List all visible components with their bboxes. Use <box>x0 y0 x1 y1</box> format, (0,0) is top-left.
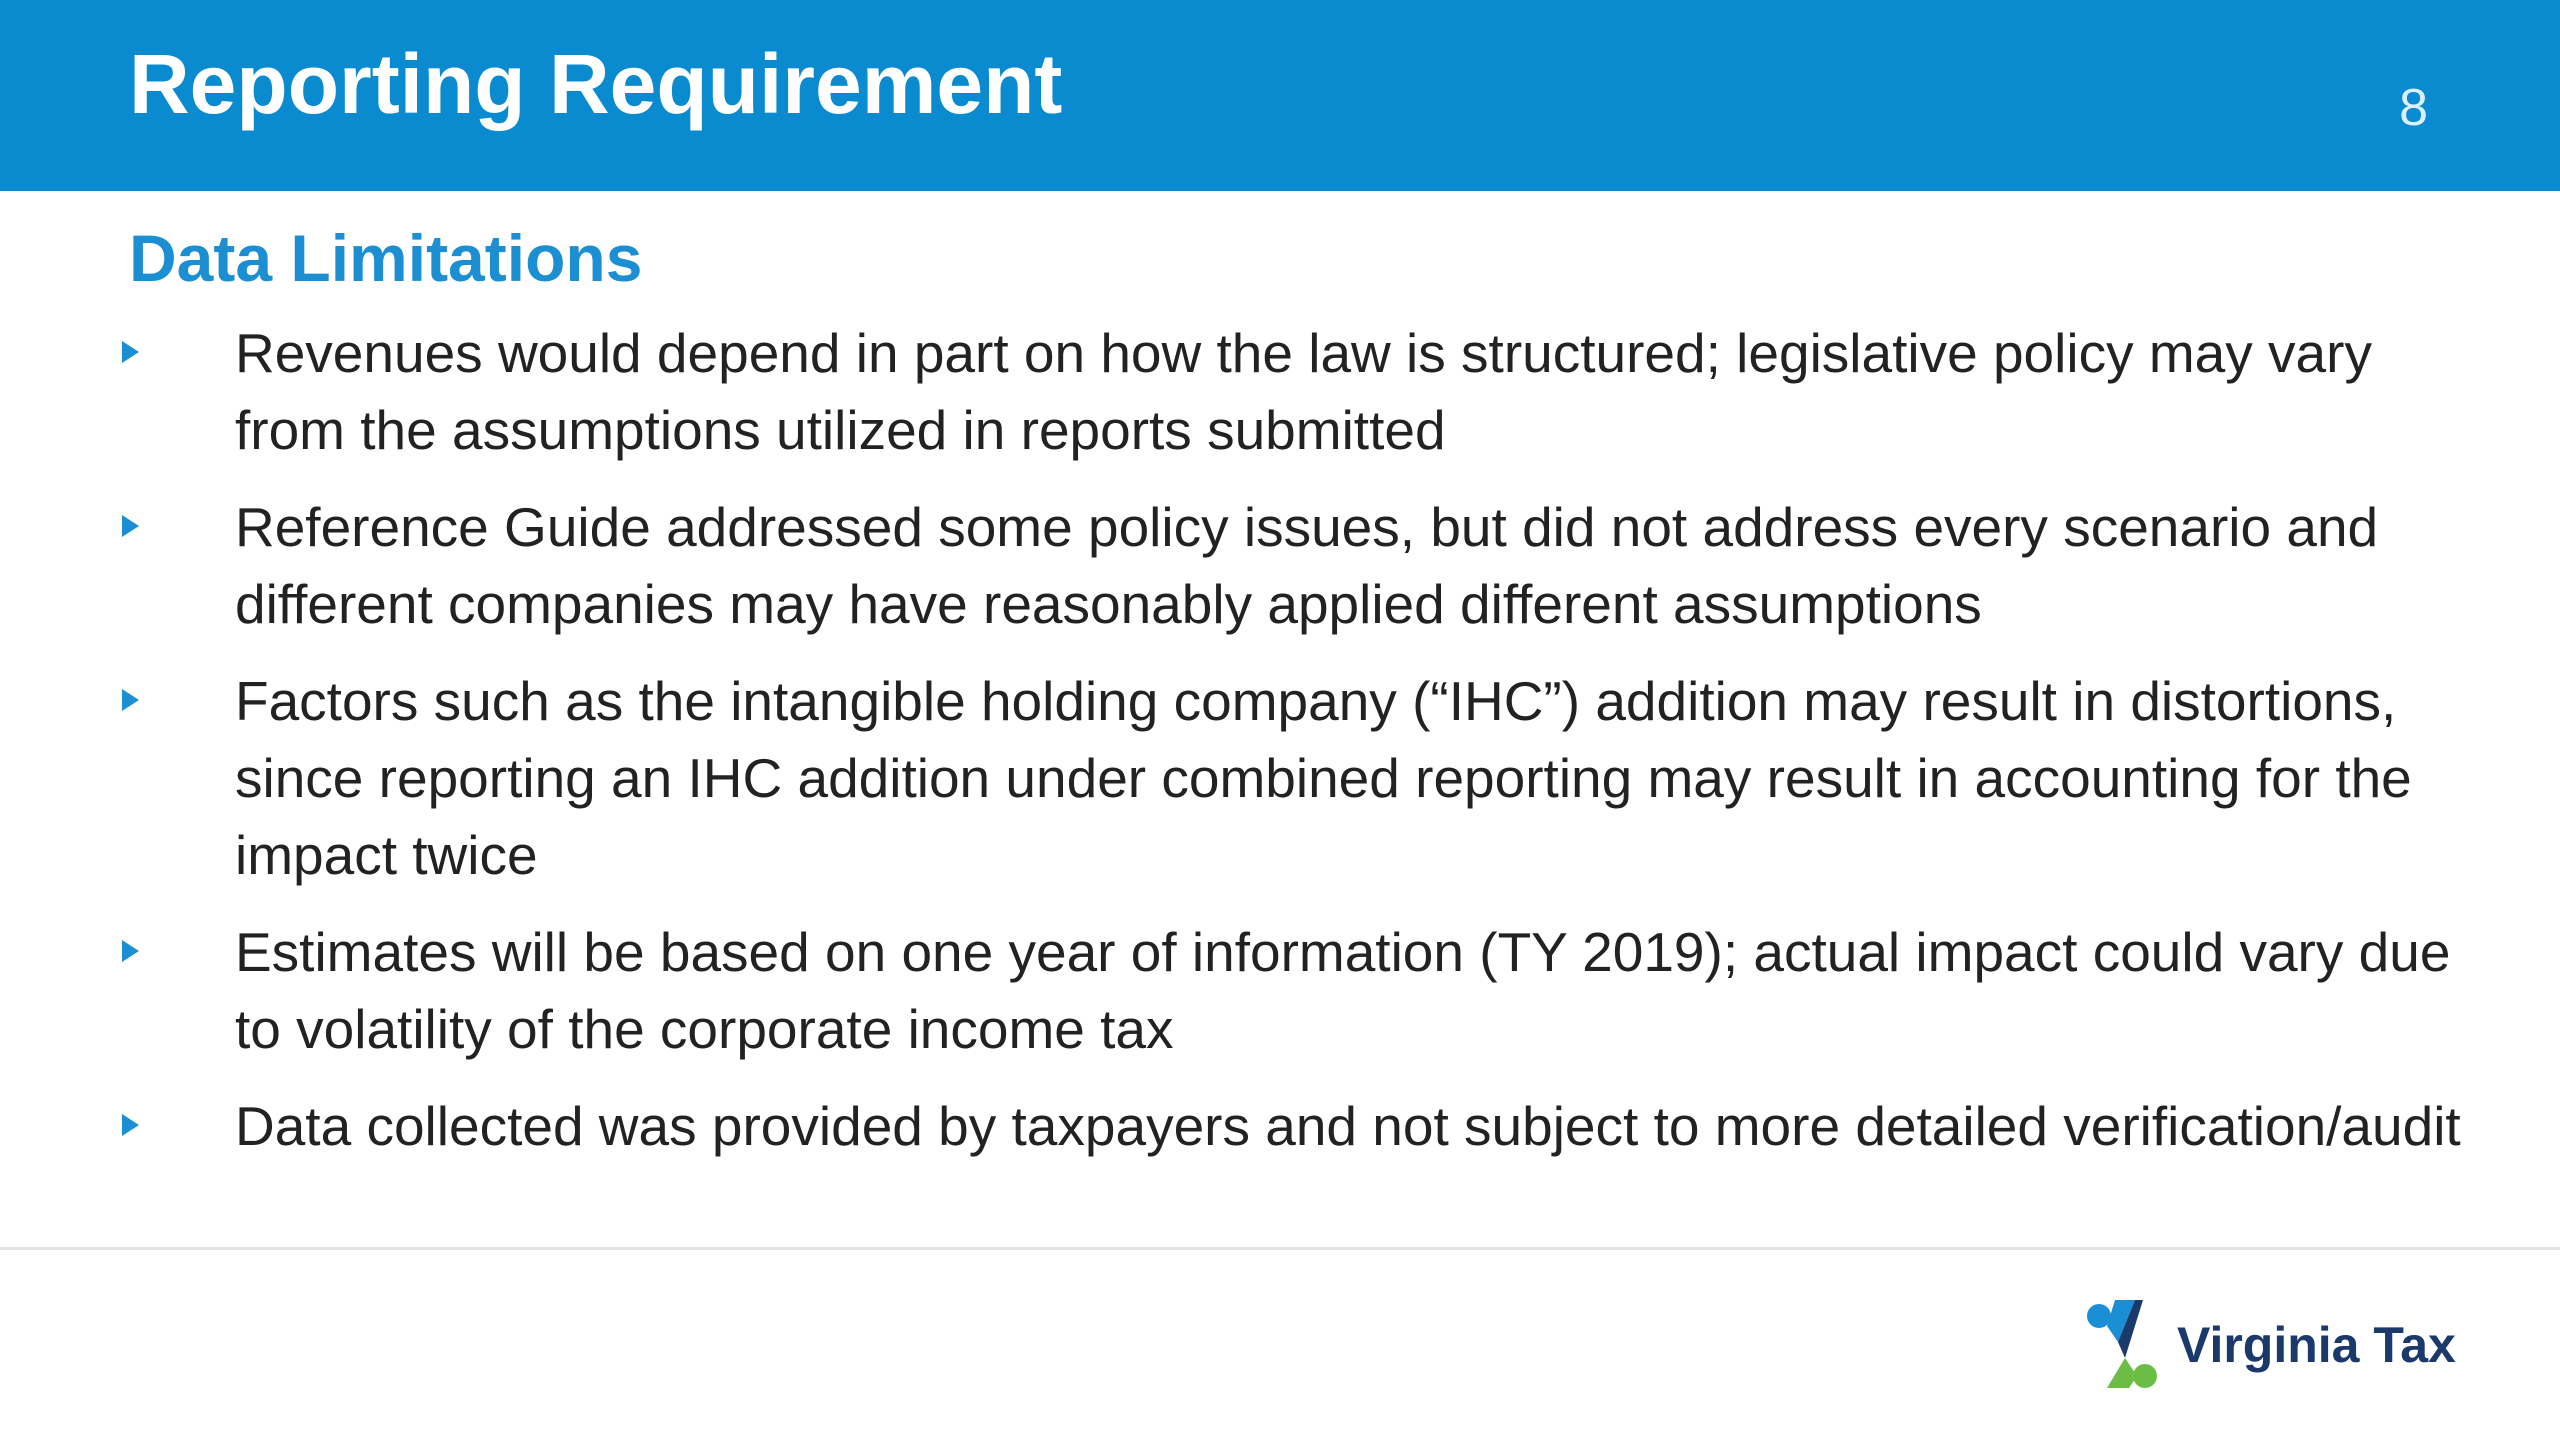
slide-header <box>0 0 2560 191</box>
bullet-item <box>0 489 2560 643</box>
bullet-item <box>0 315 2560 469</box>
bullet-arrow-icon <box>122 940 139 962</box>
bullet-item <box>0 663 2560 894</box>
bullet-text: Factors such as the intangible holding company (“IHC”) addition may result in distortions, since reporting an IHC addition under combined reporting may result in accounting for the impact twice <box>235 670 2412 886</box>
virginia-tax-logo <box>2085 1296 2456 1396</box>
bullet-arrow-icon <box>122 341 139 363</box>
virginia-tax-logo-icon <box>2085 1296 2181 1392</box>
bullet-list <box>0 315 2560 1185</box>
logo-text: Virginia Tax <box>2177 1317 2456 1373</box>
bullet-text: Estimates will be based on one year of information (TY 2019); actual impact could vary due to volatility of the corporate income tax <box>235 921 2451 1060</box>
bullet-arrow-icon <box>122 515 139 537</box>
footer-divider <box>0 1247 2560 1250</box>
section-heading: Data Limitations <box>129 221 643 295</box>
page-number: 8 <box>2399 79 2428 137</box>
bullet-item <box>0 914 2560 1068</box>
bullet-text: Reference Guide addressed some policy issues, but did not address every scenario and different companies may have reasonably applied different assumptions <box>235 496 2379 635</box>
bullet-text: Data collected was provided by taxpayers and not subject to more detailed verification/audit <box>235 1095 2461 1157</box>
bullet-arrow-icon <box>122 1114 139 1136</box>
slide-title: Reporting Requirement <box>129 37 1063 131</box>
bullet-text: Revenues would depend in part on how the law is structured; legislative policy may vary from the assumptions utilized in reports submitted <box>235 322 2372 461</box>
bullet-item <box>0 1088 2560 1165</box>
bullet-arrow-icon <box>122 689 139 711</box>
